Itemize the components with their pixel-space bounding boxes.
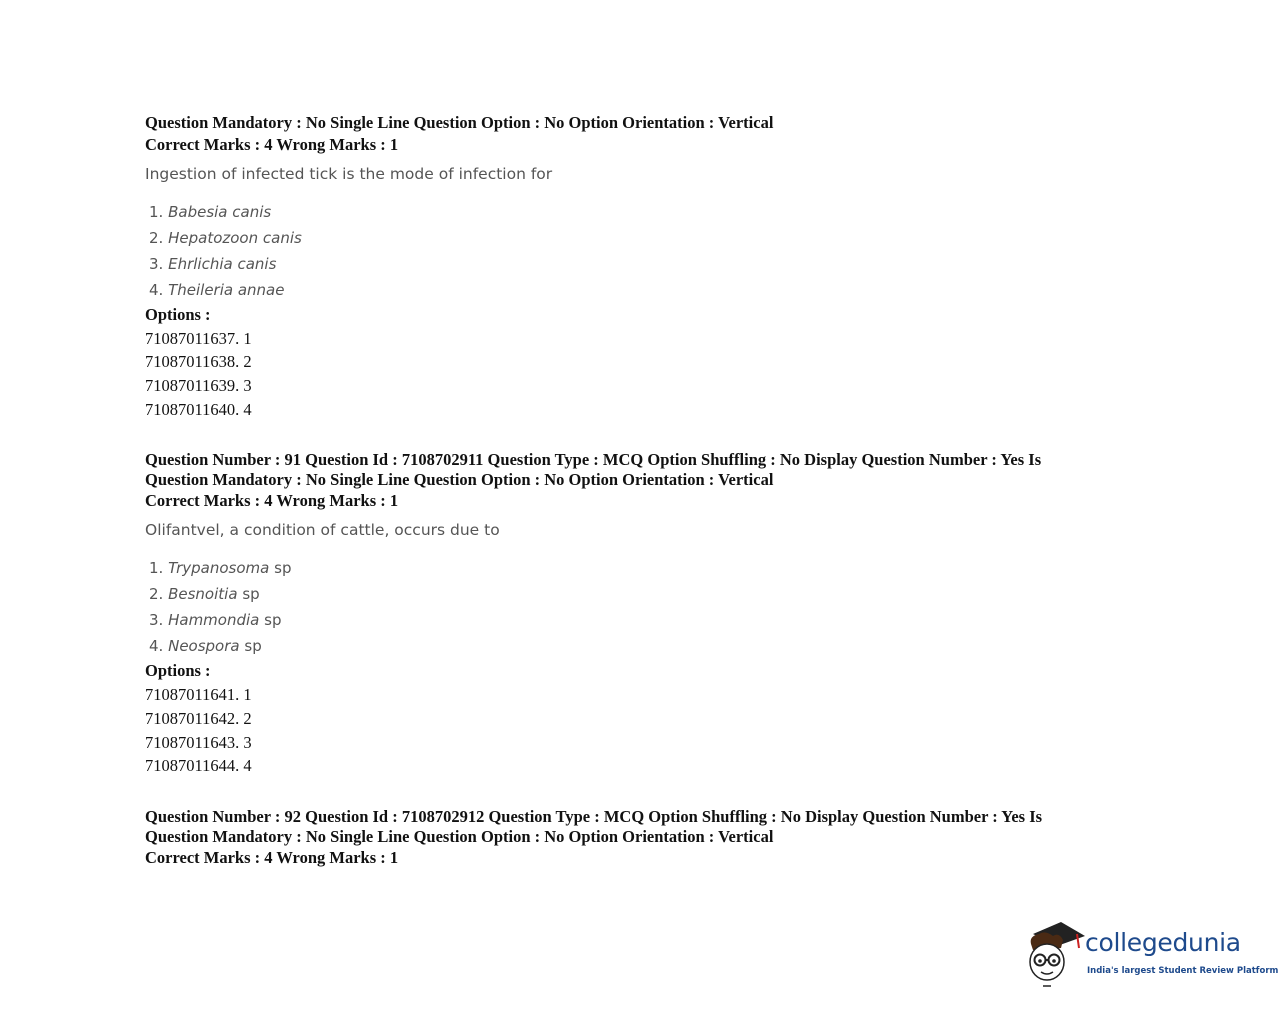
choice-item: 1. Babesia canis — [149, 202, 272, 221]
choice-item: 2. Besnoitia sp — [149, 585, 260, 604]
question-block-91 — [145, 450, 1145, 778]
options-label: Options : — [145, 661, 211, 681]
question-meta — [145, 450, 1145, 489]
question-meta-line: Question Mandatory : No Single Line Question Option : No Option Orientation : Vertical — [145, 469, 774, 489]
options-label: Options : — [145, 304, 211, 324]
option-id-row: 71087011642. 2 — [145, 709, 252, 729]
option-id-row: 71087011640. 4 — [145, 399, 252, 419]
mascot-icon — [1025, 918, 1087, 990]
question-meta-line: Question Number : 91 Question Id : 7108702911 Question Type : MCQ Option Shuffling : No Display Question Number : Yes Is — [145, 450, 1042, 470]
document-page — [145, 113, 1145, 899]
option-id-row: 71087011639. 3 — [145, 375, 252, 395]
option-id-row: 71087011641. 1 — [145, 685, 252, 705]
collegedunia-logo — [1025, 918, 1279, 990]
question-meta-line: Question Mandatory : No Single Line Question Option : No Option Orientation : Vertical — [145, 826, 774, 846]
question-block-92 — [145, 807, 1145, 870]
option-id-row: 71087011637. 1 — [145, 328, 252, 348]
choice-item: 3. Ehrlichia canis — [149, 254, 277, 273]
question-text: Ingestion of infected tick is the mode of infection for — [145, 164, 553, 183]
question-marks: Correct Marks : 4 Wrong Marks : 1 — [145, 848, 399, 868]
question-text: Olifantvel, a condition of cattle, occurs due to — [145, 521, 500, 540]
question-marks: Correct Marks : 4 Wrong Marks : 1 — [145, 134, 399, 154]
choice-item: 1. Trypanosoma sp — [149, 559, 292, 578]
choice-item: 3. Hammondia sp — [149, 611, 282, 630]
question-meta — [145, 807, 1145, 846]
question-marks: Correct Marks : 4 Wrong Marks : 1 — [145, 491, 399, 511]
option-id-row: 71087011643. 3 — [145, 732, 252, 752]
choice-item: 4. Theileria annae — [149, 280, 285, 299]
choice-list — [145, 555, 1145, 659]
choice-item: 4. Neospora sp — [149, 637, 262, 656]
option-id-row: 71087011638. 2 — [145, 352, 252, 372]
logo-wordmark: collegedunia — [1085, 928, 1241, 957]
choice-item: 2. Hepatozoon canis — [149, 228, 302, 247]
question-meta-line: Question Mandatory : No Single Line Question Option : No Option Orientation : Vertical — [145, 113, 774, 132]
choice-list — [145, 199, 1145, 303]
logo-tagline: India's largest Student Review Platform — [1087, 966, 1279, 976]
question-meta-line: Question Number : 92 Question Id : 7108702912 Question Type : MCQ Option Shuffling : No Display Question Number : Yes Is — [145, 807, 1043, 827]
option-id-row: 71087011644. 4 — [145, 756, 252, 776]
question-meta — [145, 113, 1145, 133]
question-block-90 — [145, 113, 1145, 421]
